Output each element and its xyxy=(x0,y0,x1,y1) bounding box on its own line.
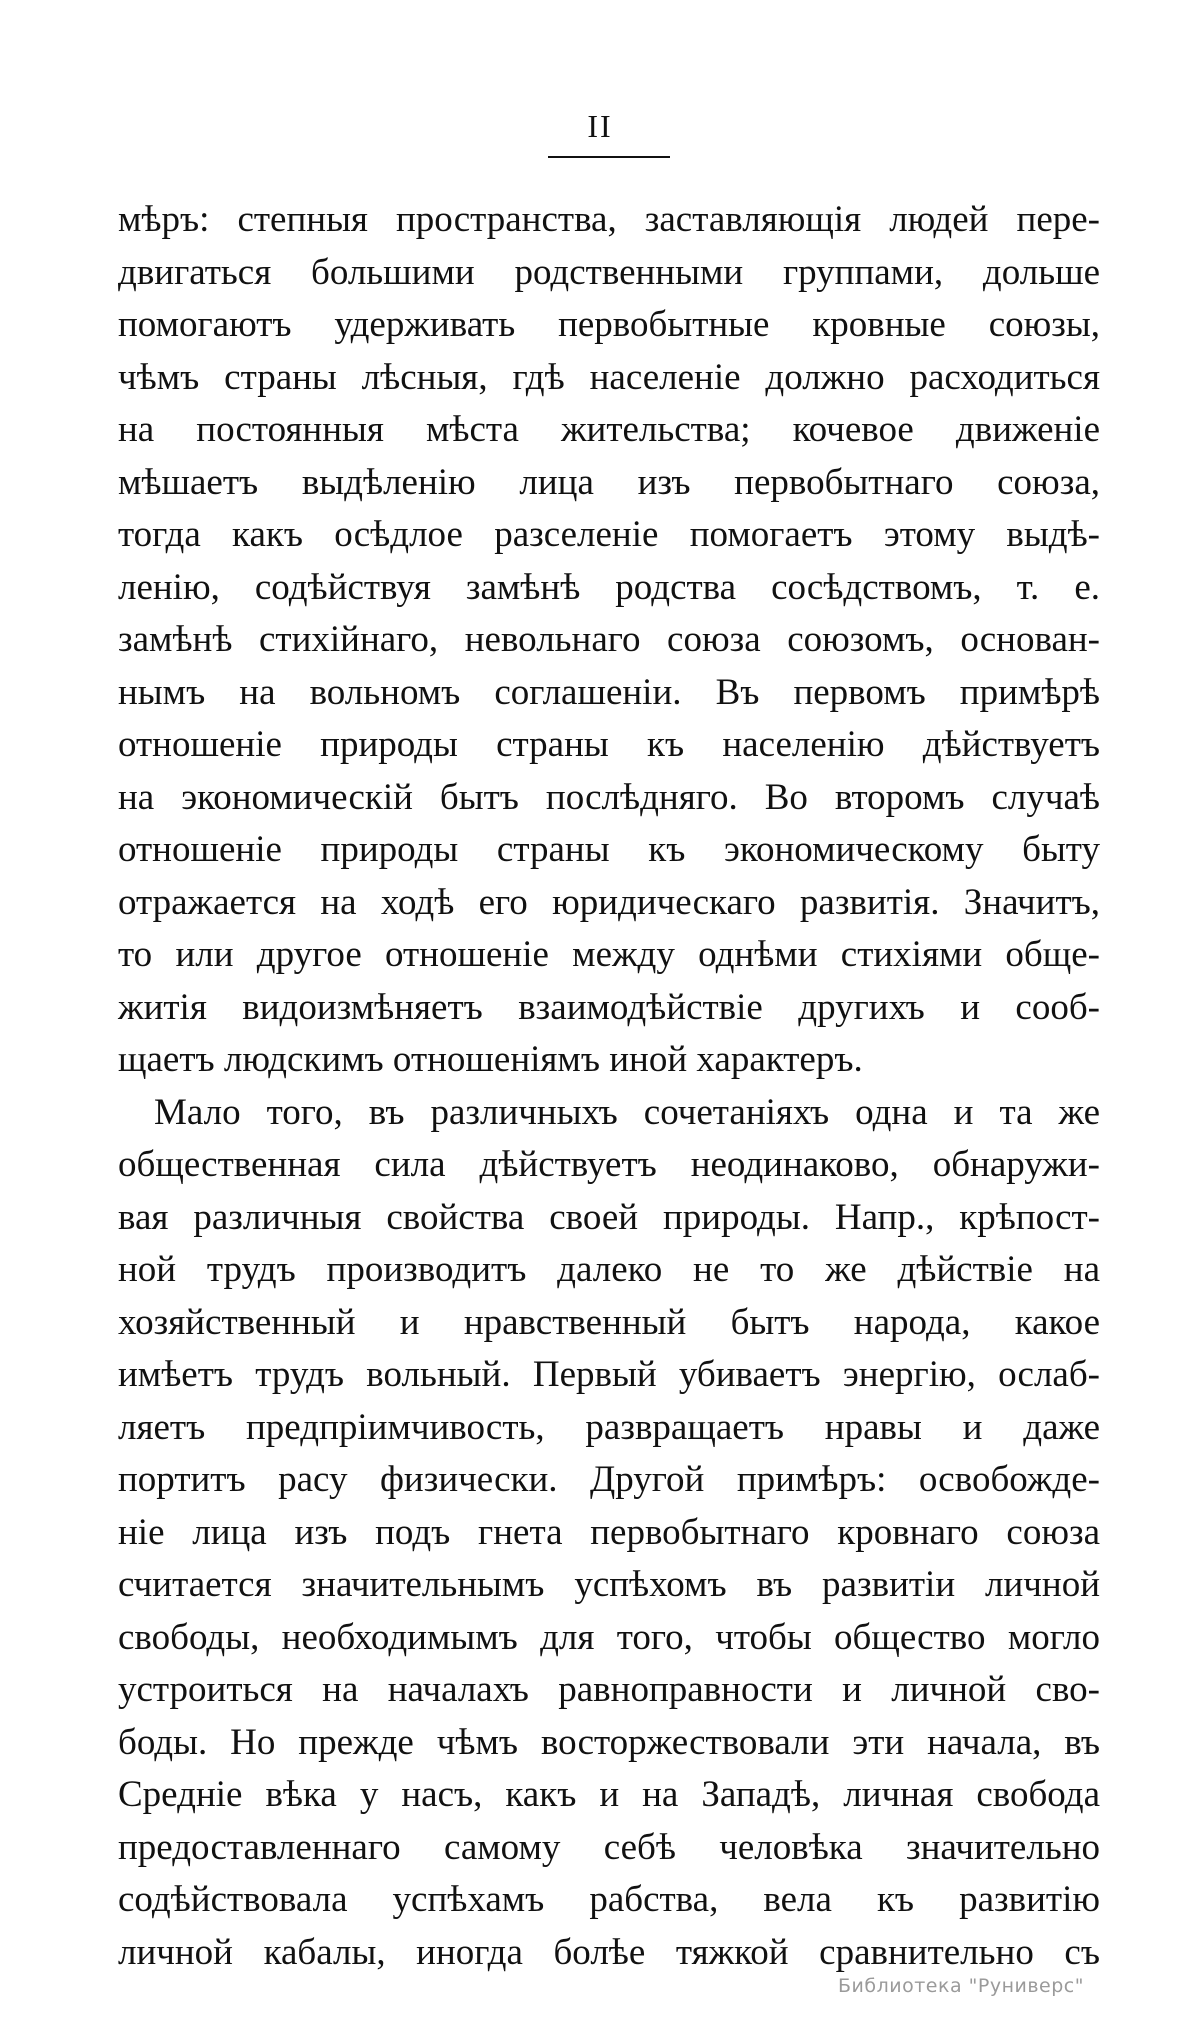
text-line: боды. Но прежде чѣмъ восторжествовали эти начала, въ xyxy=(118,1721,1100,1763)
library-watermark: Библиотека "Руниверс" xyxy=(838,1975,1084,1997)
header-rule xyxy=(548,156,670,158)
text-line: житія видоизмѣняетъ взаимодѣйствіе другихъ и сооб- xyxy=(118,986,1100,1028)
text-line: устроиться на началахъ равноправности и личной сво- xyxy=(118,1669,1100,1710)
text-line: считается значительнымъ успѣхомъ въ развитіи личной xyxy=(118,1564,1100,1605)
body-text xyxy=(118,194,1100,1979)
text-line: хозяйственный и нравственный бытъ народа, какое xyxy=(118,1301,1100,1343)
page-number: II xyxy=(587,108,613,144)
text-line: помогаютъ удерживать первобытные кровные союзы, xyxy=(118,304,1100,345)
text-line: то или другое отношеніе между однѣми стихіями обще- xyxy=(118,934,1100,975)
text-line: чѣмъ страны лѣсныя, гдѣ населеніе должно расходиться xyxy=(118,356,1100,398)
text-line: замѣнѣ стихійнаго, невольнаго союза союзомъ, основан- xyxy=(118,619,1100,660)
text-line: на постоянныя мѣста жительства; кочевое движеніе xyxy=(118,409,1100,450)
text-line: щаетъ людскимъ отношеніямъ иной характеръ. xyxy=(118,1039,863,1080)
text-line: портитъ расу физически. Другой примѣръ: освобожде- xyxy=(118,1459,1100,1500)
text-line: мѣръ: степныя пространства, заставляющія людей пере- xyxy=(118,199,1100,240)
text-line: свободы, необходимымъ для того, чтобы общество могло xyxy=(118,1616,1100,1658)
paragraph-2 xyxy=(118,1087,1100,1980)
text-line: содѣйствовала успѣхамъ рабства, вела къ развитію xyxy=(118,1879,1100,1920)
text-line: на экономическій бытъ послѣдняго. Во второмъ случаѣ xyxy=(118,776,1100,818)
text-line: отношеніе природы страны къ населенію дѣйствуетъ xyxy=(118,724,1100,765)
text-line: ляетъ предпріимчивость, развращаетъ нравы и даже xyxy=(118,1406,1100,1448)
text-line: общественная сила дѣйствуетъ неодинаково, обнаружи- xyxy=(118,1144,1100,1185)
text-line: имѣетъ трудъ вольный. Первый убиваетъ энергію, ослаб- xyxy=(118,1354,1100,1395)
text-line: Средніе вѣка у насъ, какъ и на Западѣ, личная свобода xyxy=(118,1774,1100,1815)
text-line: ленію, содѣйствуя замѣнѣ родства сосѣдствомъ, т. е. xyxy=(118,566,1100,608)
text-line: нымъ на вольномъ соглашеніи. Въ первомъ примѣрѣ xyxy=(118,671,1100,713)
text-line: ніе лица изъ подъ гнета первобытнаго кровнаго союза xyxy=(118,1511,1100,1553)
text-line: двигаться большими родственными группами, дольше xyxy=(118,251,1100,293)
text-line: тогда какъ осѣдлое разселеніе помогаетъ этому выдѣ- xyxy=(118,514,1100,555)
text-line: отношеніе природы страны къ экономическому быту xyxy=(118,829,1100,870)
text-line: личной кабалы, иногда болѣе тяжкой сравнительно съ xyxy=(118,1931,1100,1973)
paragraph-1 xyxy=(118,194,1100,1087)
text-line: отражается на ходѣ его юридическаго развитія. Значитъ, xyxy=(118,881,1100,923)
text-line: Мало того, въ различныхъ сочетаніяхъ одна и та же xyxy=(154,1091,1100,1133)
text-line: предоставленнаго самому себѣ человѣка значительно xyxy=(118,1826,1100,1868)
text-line: мѣшаетъ выдѣленію лица изъ первобытнаго союза, xyxy=(118,461,1100,503)
text-line: вая различныя свойства своей природы. Напр., крѣпост- xyxy=(118,1196,1100,1238)
text-line: ной трудъ производитъ далеко не то же дѣйствіе на xyxy=(118,1249,1100,1290)
